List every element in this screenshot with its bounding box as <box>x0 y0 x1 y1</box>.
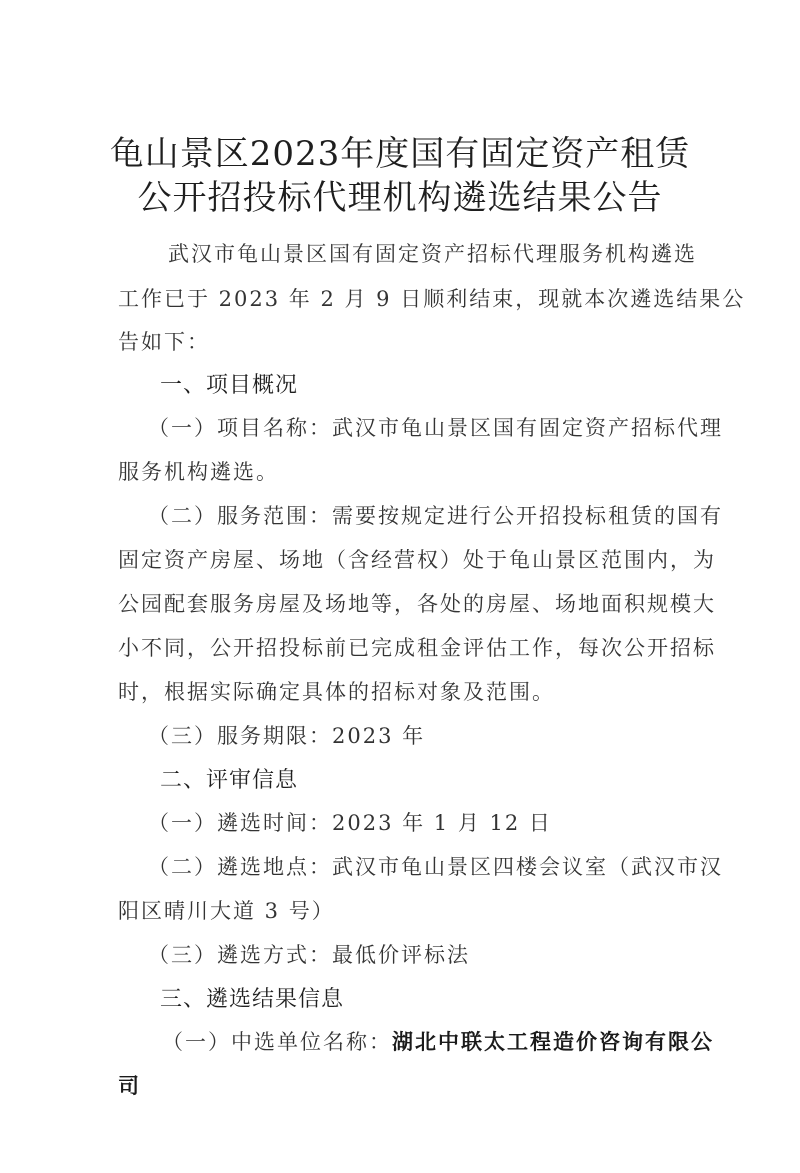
section-1-heading: 一、项目概况 <box>160 373 299 398</box>
section-3-item-1-line-1 <box>162 1026 714 1056</box>
selected-unit-name: 湖北中联太工程造价咨询有限公 <box>392 1029 714 1054</box>
section-1-item-2-line-2: 固定资产房屋、场地（含经营权）处于龟山景区范围内，为 <box>118 548 716 572</box>
section-1-item-3: （三）服务期限：2023 年 <box>148 724 426 748</box>
section-1-item-2-line-1: （二）服务范围：需要按规定进行公开招投标租赁的国有 <box>148 504 723 528</box>
section-1-item-2-line-3: 公园配套服务房屋及场地等，各处的房屋、场地面积规模大 <box>118 592 716 616</box>
section-3-item-1-line-2: 司 <box>118 1073 141 1098</box>
section-2-item-3: （三）遴选方式：最低价评标法 <box>148 943 470 967</box>
intro-line-2: 工作已于 2023 年 2 月 9 日顺利结束，现就本次遴选结果公 <box>118 287 746 311</box>
selected-unit-label: （一）中选单位名称： <box>162 1030 392 1054</box>
section-1-item-1-line-1: （一）项目名称：武汉市龟山景区国有固定资产招标代理 <box>148 416 723 440</box>
section-2-item-2-line-2: 阳区晴川大道 3 号） <box>118 899 335 923</box>
title-line-1: 龟山景区2023年度国有固定资产租赁 <box>109 134 691 174</box>
section-3-heading: 三、遴选结果信息 <box>160 987 345 1012</box>
section-1-item-2-line-5: 时，根据实际确定具体的招标对象及范围。 <box>118 680 555 704</box>
section-1-item-1-line-2: 服务机构遴选。 <box>118 460 279 484</box>
section-1-item-2-line-4: 小不同，公开招投标前已完成租金评估工作，每次公开招标 <box>118 636 716 660</box>
intro-line-3: 告如下： <box>118 330 210 354</box>
section-2-item-2-line-1: （二）遴选地点：武汉市龟山景区四楼会议室（武汉市汉 <box>148 855 723 879</box>
section-2-heading: 二、评审信息 <box>160 768 299 793</box>
section-2-item-1: （一）遴选时间：2023 年 1 月 12 日 <box>148 811 552 835</box>
title-line-2: 公开招投标代理机构遴选结果公告 <box>137 178 663 218</box>
intro-line-1: 武汉市龟山景区国有固定资产招标代理服务机构遴选 <box>168 242 697 266</box>
